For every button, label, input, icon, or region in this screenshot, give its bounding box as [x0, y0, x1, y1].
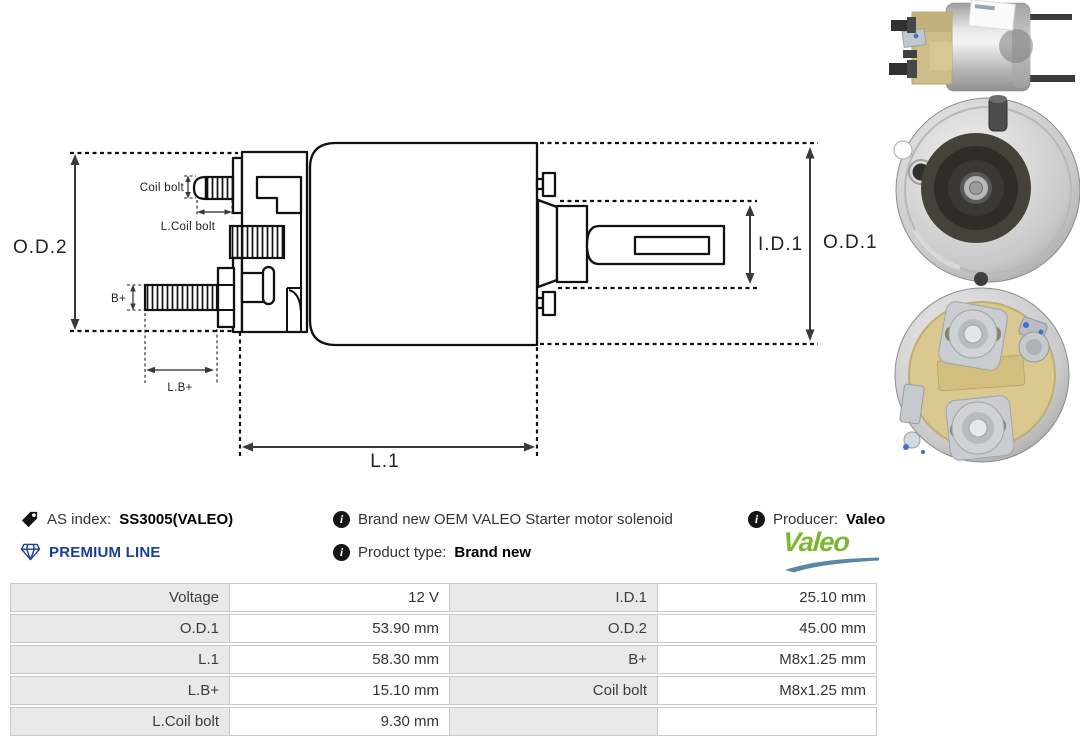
spec-label: O.D.2 — [449, 615, 657, 642]
spec-value: M8x1.25 mm — [657, 646, 876, 673]
od2-label: O.D.2 — [13, 237, 68, 258]
spec-label: O.D.1 — [11, 615, 229, 642]
spec-value: 58.30 mm — [229, 646, 449, 673]
spec-table — [10, 583, 877, 738]
spec-value: 25.10 mm — [657, 584, 876, 611]
solenoid-outline — [145, 143, 724, 345]
spec-value: 53.90 mm — [229, 615, 449, 642]
product-type-value: Brand new — [454, 543, 532, 561]
table-row — [10, 676, 877, 705]
premium-line-label: PREMIUM LINE — [49, 543, 161, 561]
as-index-value: SS3005(VALEO) — [119, 510, 234, 528]
l-coil-bolt-label: L.Coil bolt — [160, 221, 216, 233]
spec-label: L.B+ — [11, 677, 229, 704]
tag-icon — [20, 510, 39, 529]
spec-value: 45.00 mm — [657, 615, 876, 642]
product-type-label: Product type: — [358, 543, 447, 561]
info-icon: i — [748, 511, 765, 528]
spec-value: 9.30 mm — [229, 708, 449, 735]
premium-line-row — [20, 542, 161, 562]
spec-value: 12 V — [229, 584, 449, 611]
product-photos — [880, 0, 1080, 500]
diamond-icon — [20, 543, 41, 561]
coil-bolt-label: Coil bolt — [139, 182, 184, 194]
description-text: Brand new OEM VALEO Starter motor solenoid — [358, 510, 673, 528]
product-photo-back-terminals[interactable] — [895, 288, 1069, 462]
spec-label: L.1 — [11, 646, 229, 673]
table-row — [10, 645, 877, 674]
spec-label: Voltage — [11, 584, 229, 611]
as-index-label: AS index: — [47, 510, 112, 528]
spec-label: Coil bolt — [449, 677, 657, 704]
spec-label: I.D.1 — [449, 584, 657, 611]
producer-value: Valeo — [846, 510, 886, 528]
table-row — [10, 614, 877, 643]
dimension-diagram — [0, 130, 890, 485]
spec-value: 15.10 mm — [229, 677, 449, 704]
as-index-row — [20, 509, 233, 529]
table-row — [10, 583, 877, 612]
spec-value — [657, 708, 876, 735]
valeo-brand-logo — [783, 528, 887, 574]
valeo-swoosh-icon — [783, 557, 881, 573]
producer-row — [748, 509, 885, 529]
product-photo-side[interactable] — [889, 0, 1075, 91]
producer-label: Producer: — [773, 510, 839, 528]
product-type-row — [333, 542, 531, 562]
helper-lines — [127, 176, 232, 383]
spec-label — [449, 708, 657, 735]
spec-label: L.Coil bolt — [11, 708, 229, 735]
info-icon: i — [333, 511, 350, 528]
description-row — [333, 509, 673, 529]
id1-label: I.D.1 — [758, 234, 804, 255]
od1-label: O.D.1 — [823, 232, 878, 253]
product-photo-front-cap[interactable] — [894, 95, 1080, 286]
l-b-plus-label: L.B+ — [167, 382, 193, 394]
l1-label: L.1 — [370, 451, 400, 472]
valeo-logo-text: Valeo — [781, 527, 851, 557]
spec-label: B+ — [449, 646, 657, 673]
spec-value: M8x1.25 mm — [657, 677, 876, 704]
table-row — [10, 707, 877, 736]
b-plus-label: B+ — [111, 293, 126, 305]
info-icon: i — [333, 544, 350, 561]
